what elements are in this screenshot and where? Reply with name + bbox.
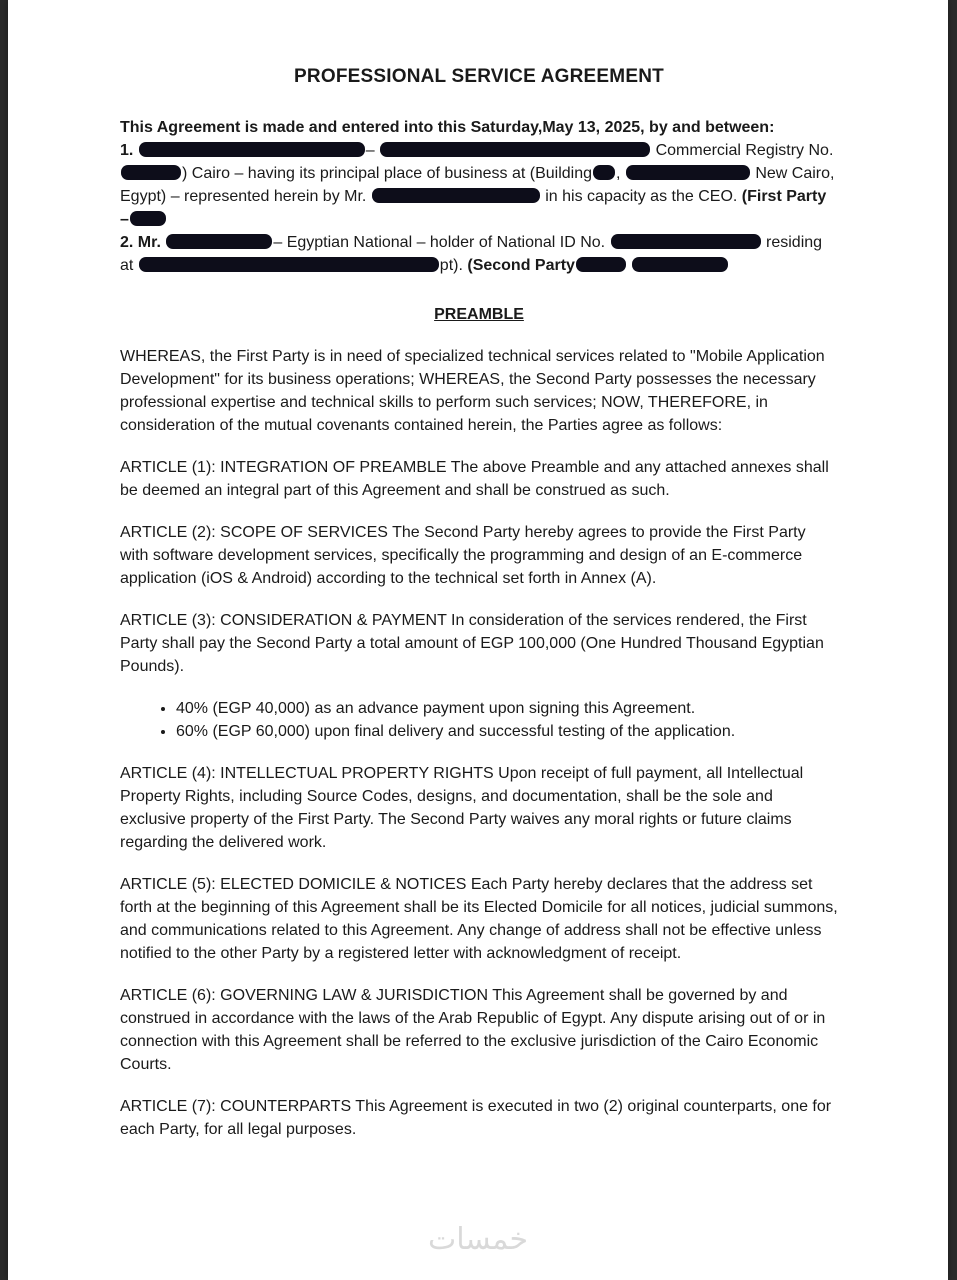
redaction-mark (372, 188, 540, 203)
document-title: PROFESSIONAL SERVICE AGREEMENT (294, 66, 664, 87)
redaction-mark (593, 165, 615, 180)
article-3: ARTICLE (3): CONSIDERATION & PAYMENT In consideration of the services rendered, the First Party shall pay the Second Party a total amount of EGP 100,000 (One Hundred Thousand Egyptian Pounds). (120, 612, 824, 675)
party-1-new-cairo: New Cairo, Egypt) – represented herein by Mr. (120, 165, 835, 205)
agreement-intro: This Agreement is made and entered into this Saturday,May 13, 2025, by and between: (120, 119, 775, 136)
document-content (120, 64, 838, 1141)
redaction-mark (139, 257, 439, 272)
party-2-number: 2. Mr. (120, 234, 166, 251)
payment-item-advance: • 40% (EGP 40,000) as an advance payment upon signing this Agreement. (176, 697, 838, 720)
article-4: ARTICLE (4): INTELLECTUAL PROPERTY RIGHTS Upon receipt of full payment, all Intellectual Property Rights, including Source Codes, designs, and documentation, shall be the sole and exclusive property of the First Party. The Second Party waives any moral rights or future claims regarding the delivered work. (120, 765, 804, 851)
party-2-nationality: – Egyptian National – holder of National ID No. (273, 234, 610, 251)
redaction-mark (130, 211, 166, 226)
article-6: ARTICLE (6): GOVERNING LAW & JURISDICTION This Agreement shall be governed by and construed in accordance with the laws of the Arab Republic of Egypt. Any dispute arising out of or in connection with this Agreement shall be referred to the exclusive jurisdiction of the Cairo Economic Courts. (120, 987, 826, 1073)
article-7: ARTICLE (7): COUNTERPARTS This Agreement is executed in two (2) original counterparts, one for each Party, for all legal purposes. (120, 1098, 832, 1138)
article-5: ARTICLE (5): ELECTED DOMICILE & NOTICES Each Party hereby declares that the address set forth at the beginning of this Agreement shall be its Elected Domicile for all notices, judicial summons, and communications related to this Agreement. Any change of address shall not be effective unless notified to the other Party by a registered letter with acknowledgment of receipt. (120, 876, 838, 962)
party-1-cairo: ) Cairo – having its principal place of business at (Building (182, 165, 592, 182)
preamble-heading: PREAMBLE (434, 306, 524, 323)
parties-section (120, 116, 838, 277)
document-page (8, 0, 948, 1280)
party-1-comma: , (616, 165, 625, 182)
party-2-residing: residing at (120, 234, 823, 274)
second-party-label: (Second Party (467, 257, 575, 274)
party-1-capacity: in his capacity as the CEO. (540, 188, 742, 205)
preamble-text: WHEREAS, the First Party is in need of specialized technical services related to "Mobile Application Development" for its business operations; WHEREAS, the Second Party possesses the necessary professional expertise and technical skills to perform such services; NOW, THEREFORE, in consideration of the mutual covenants contained herein, the Parties agree as follows: (120, 348, 825, 434)
redaction-mark (611, 234, 761, 249)
redaction-mark (632, 257, 728, 272)
redaction-mark (576, 257, 626, 272)
payment-item-final: • 60% (EGP 60,000) upon final delivery and successful testing of the application. (176, 720, 838, 743)
redaction-mark (121, 165, 181, 180)
redaction-mark (139, 142, 365, 157)
first-party-label: (First Party – (120, 188, 827, 228)
payment-schedule-list (120, 697, 838, 743)
redaction-mark (166, 234, 272, 249)
party-1-details (120, 139, 838, 231)
party-2-details (120, 231, 838, 277)
article-1: ARTICLE (1): INTEGRATION OF PREAMBLE The above Preamble and any attached annexes shall be deemed an integral part of this Agreement and shall be construed as such. (120, 459, 829, 499)
redaction-mark (380, 142, 650, 157)
article-2: ARTICLE (2): SCOPE OF SERVICES The Second Party hereby agrees to provide the First Party with software development services, specifically the programming and design of an E-commerce application (iOS & Android) according to the technical set forth in Annex (A). (120, 524, 806, 587)
party-1-registry: Commercial Registry No. (651, 142, 834, 159)
party-1-number: 1. (120, 142, 134, 159)
watermark-logo: خمسات (427, 1222, 529, 1257)
party-1-dash: – (365, 142, 380, 159)
redaction-mark (626, 165, 750, 180)
party-2-egypt: pt). (439, 257, 468, 274)
